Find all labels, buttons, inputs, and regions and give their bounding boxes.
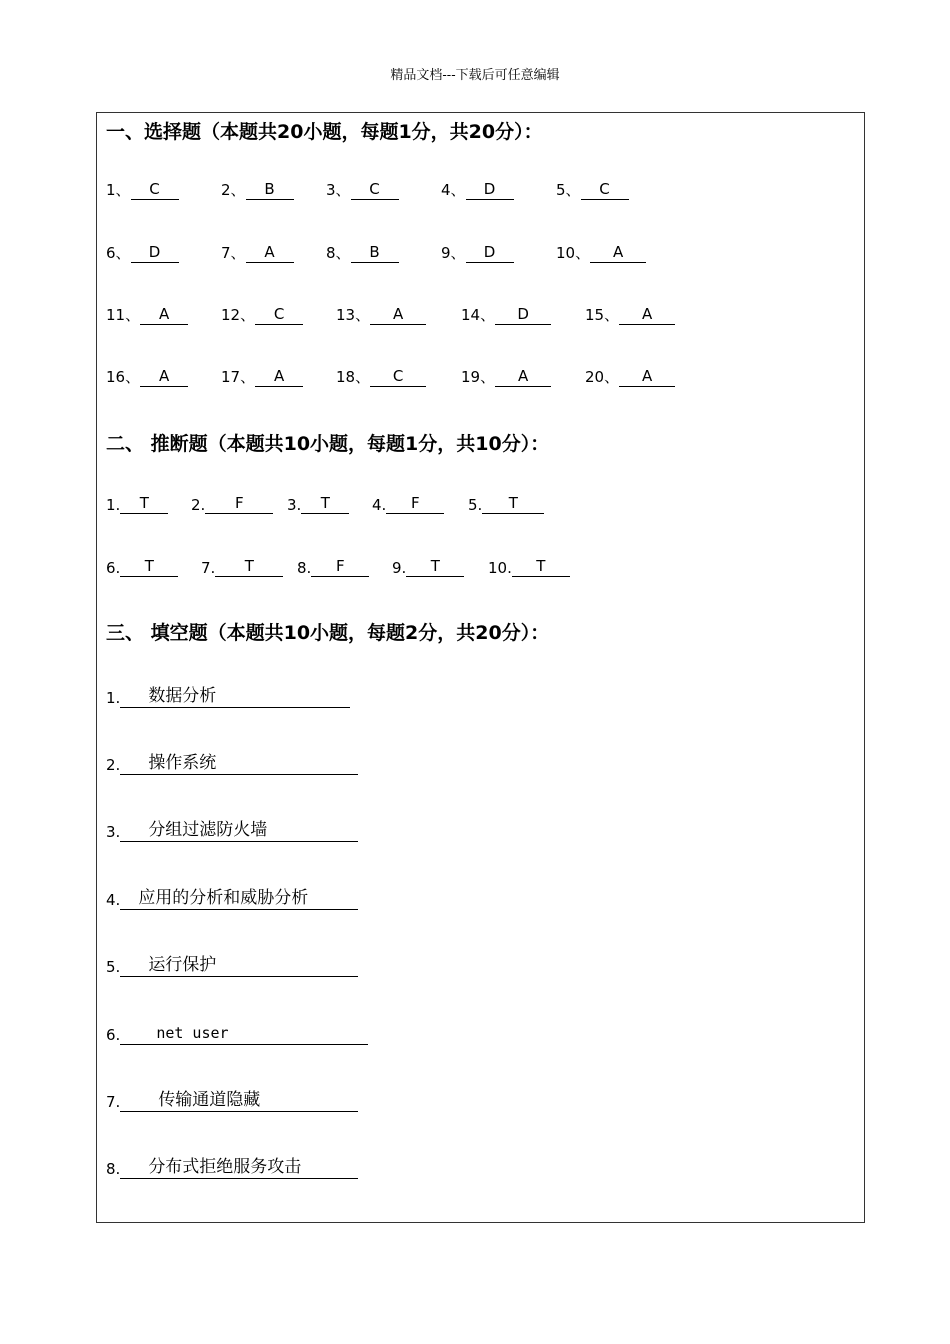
mc-answer: C	[255, 304, 303, 325]
tf-answer: F	[386, 493, 444, 514]
fill-item-1: 1. 数据分析	[106, 684, 350, 708]
tf-answer: F	[311, 556, 369, 577]
fill-item-5: 5. 运行保护	[106, 953, 358, 977]
mc-answer: A	[590, 242, 646, 263]
mc-answer: A	[495, 366, 551, 387]
fill-answer: 运行保护	[120, 953, 358, 977]
tf-answer: T	[120, 493, 168, 514]
mc-answer: A	[370, 304, 426, 325]
fill-item-4: 4. 应用的分析和威胁分析	[106, 886, 358, 910]
mc-answer: A	[140, 366, 188, 387]
fill-answer: 数据分析	[120, 684, 350, 708]
mc-answer: D	[495, 304, 551, 325]
mc-item: 16、 A	[106, 366, 188, 387]
tf-item: 10. T	[488, 556, 570, 577]
mc-item: 14、 D	[461, 304, 551, 325]
tf-answer: F	[205, 493, 273, 514]
header-note: 精品文档---下载后可任意编辑	[390, 68, 560, 83]
mc-item: 8、 B	[326, 242, 399, 263]
mc-item: 2、 B	[221, 179, 294, 200]
fill-answer: 应用的分析和威胁分析	[120, 886, 358, 910]
tf-answer: T	[215, 556, 283, 577]
mc-answer: A	[619, 304, 675, 325]
mc-item: 3、 C	[326, 179, 399, 200]
mc-item: 6、 D	[106, 242, 179, 263]
mc-item: 19、 A	[461, 366, 551, 387]
section1-title: 一、选择题（本题共20小题，每题1分，共20分）：	[106, 121, 543, 143]
fill-item-7: 7. 传输通道隐藏	[106, 1088, 358, 1112]
tf-item: 5. T	[468, 493, 544, 514]
mc-item: 10、 A	[556, 242, 646, 263]
mc-item: 17、 A	[221, 366, 303, 387]
mc-item: 5、 C	[556, 179, 629, 200]
mc-answer: C	[370, 366, 426, 387]
tf-answer: T	[120, 556, 178, 577]
mc-answer: D	[466, 242, 514, 263]
fill-item-2: 2. 操作系统	[106, 751, 358, 775]
fill-item-6: 6. net user	[106, 1021, 368, 1045]
fill-answer: 分布式拒绝服务攻击	[120, 1155, 358, 1179]
mc-answer: D	[466, 179, 514, 200]
section3-title: 三、 填空题（本题共10小题，每题2分，共20分）：	[106, 622, 550, 644]
fill-answer: net user	[120, 1021, 368, 1045]
tf-item: 8. F	[297, 556, 369, 577]
mc-item: 20、 A	[585, 366, 675, 387]
fill-answer: 操作系统	[120, 751, 358, 775]
mc-item: 12、 C	[221, 304, 303, 325]
mc-answer: B	[351, 242, 399, 263]
tf-answer: T	[301, 493, 349, 514]
mc-item: 15、 A	[585, 304, 675, 325]
fill-answer: 分组过滤防火墙	[120, 818, 358, 842]
mc-item: 4、 D	[441, 179, 514, 200]
mc-answer: A	[140, 304, 188, 325]
mc-answer: A	[255, 366, 303, 387]
tf-item: 4. F	[372, 493, 444, 514]
mc-answer: C	[351, 179, 399, 200]
mc-answer: A	[246, 242, 294, 263]
mc-answer: C	[581, 179, 629, 200]
tf-answer: T	[482, 493, 544, 514]
mc-answer: A	[619, 366, 675, 387]
mc-item: 18、 C	[336, 366, 426, 387]
tf-item: 7. T	[201, 556, 283, 577]
tf-item: 2. F	[191, 493, 273, 514]
mc-item: 9、 D	[441, 242, 514, 263]
mc-answer: D	[131, 242, 179, 263]
mc-item: 7、 A	[221, 242, 294, 263]
fill-answer: 传输通道隐藏	[120, 1088, 358, 1112]
fill-item-3: 3. 分组过滤防火墙	[106, 818, 358, 842]
mc-item: 1、 C	[106, 179, 179, 200]
mc-answer: C	[131, 179, 179, 200]
tf-item: 6. T	[106, 556, 178, 577]
answer-sheet-frame	[96, 112, 865, 1223]
tf-item: 1. T	[106, 493, 168, 514]
mc-item: 13、 A	[336, 304, 426, 325]
section2-title: 二、 推断题（本题共10小题，每题1分，共10分）：	[106, 433, 550, 455]
tf-answer: T	[406, 556, 464, 577]
tf-item: 3. T	[287, 493, 349, 514]
mc-answer: B	[246, 179, 294, 200]
tf-item: 9. T	[392, 556, 464, 577]
tf-answer: T	[512, 556, 570, 577]
mc-item: 11、 A	[106, 304, 188, 325]
fill-item-8: 8. 分布式拒绝服务攻击	[106, 1155, 358, 1179]
